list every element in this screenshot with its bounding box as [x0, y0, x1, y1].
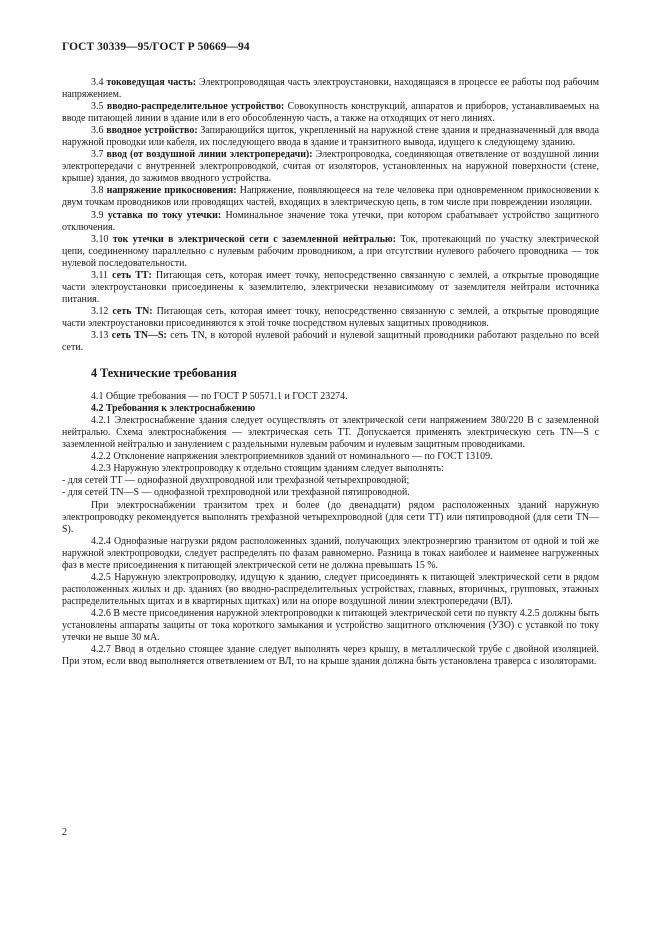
definition-number: 3.7	[91, 149, 104, 161]
definition-text: Совокупность конструкций, аппаратов и приборов, устанавливаемых на вводе питающей линии в здание или в его обособленную часть, а также на отходящих от него линиях.	[62, 101, 600, 125]
definition-number: 3.12	[91, 305, 109, 317]
paragraph-4-2-3: 4.2.3 Наружную электропроводку к отдельно стоящим зданиям следует выполнять:	[91, 463, 444, 475]
paragraph-transit: При электроснабжении транзитом трех и более (до двенадцати) рядом расположенных зданий наружную электропроводку рекомендуется выполнять трехфазной четырехпроводной (для сети ТТ) или пятипроводной (для сети TN—S).	[62, 499, 599, 535]
document-header: ГОСТ 30339—95/ГОСТ Р 50669—94	[62, 41, 250, 53]
definition-term: вводное устройство:	[106, 125, 198, 137]
definition-number: 3.5	[91, 101, 104, 113]
definition-term: ток утечки в электрической сети с заземленной нейтралью:	[112, 233, 396, 245]
definition-3-7	[62, 149, 599, 185]
definition-text: Номинальное значение тока утечки, при котором срабатывает устройство защитного отключения.	[62, 209, 599, 233]
definition-3-11	[62, 270, 599, 306]
definition-term: сеть TN:	[112, 305, 153, 317]
paragraph-4-1: 4.1 Общие требования — по ГОСТ Р 50571.1 и ГОСТ 23274.	[91, 391, 348, 403]
page-number: 2	[62, 827, 67, 838]
definitions-list	[62, 77, 599, 354]
list-item-tt: - для сетей ТТ — однофазной двухпроводной или трехфазной четырехпроводной;	[62, 475, 410, 487]
paragraph-4-2-2: 4.2.2 Отклонение напряжения электроприемников зданий от номинального — по ГОСТ 13109.	[91, 451, 493, 463]
subsection-title-4-2: 4.2 Требования к электроснабжению	[91, 403, 256, 415]
section-title: 4 Технические требования	[91, 366, 237, 381]
definition-term: напряжение прикосновения:	[106, 185, 237, 197]
definition-text: Ток, протекающий по участку электрической цепи, соединенному параллельно с нулевым рабочим проводником, а при отсутствии нулевого рабочего проводника — ток нулевой последовательности.	[62, 233, 600, 269]
definition-text: сеть TN, в которой нулевой рабочий и нулевой защитный проводники работают раздельно по всей сети.	[62, 329, 600, 354]
definition-text: Электропроводящая часть электроустановки, находящаяся в процессе ее работы под рабочим напряжением.	[62, 77, 600, 101]
definition-text: Электропроводка, соединяющая ответвление от воздушной линии электропередачи с внутренней электропроводкой, считая от изоляторов, установленных на наружной поверхности (стене, крыше) здания, до зажимов вводного устройства.	[62, 149, 599, 185]
definition-number: 3.6	[91, 125, 104, 137]
paragraph-4-2-5: 4.2.5 Наружную электропроводку, идущую к зданию, следует присоединять к питающей электрической сети в рядом расположенных жилых и др. зданиях (во вводно-распределительных устройствах, главных, вторичных, групповых, этажных распределительных щитах и в квартирных щитках) или на опоре воздушной линии электропередачи (ВЛ).	[62, 571, 599, 607]
paragraph-4-2-4: 4.2.4 Однофазные нагрузки рядом расположенных зданий, получающих электроэнергию транзитом от одной и той же наружной электропроводки, следует распределять по фазам равномерно. Разница в токах наиболее и наименее нагруженных фаз в месте присоединения к питающей электрической сети не должна превышать 15 %.	[62, 535, 599, 571]
definition-3-4	[62, 77, 599, 101]
paragraph-4-2-1: 4.2.1 Электроснабжение здания следует осуществлять от электрической сети напряжением 380/220 В с заземленной нейтралью. Схема электроснабжения — электрическая сеть ТТ. Допускается применять электрическую сеть TN—S с заземленной нейтралью и занулением с раздельными нулевым рабочим и нулевым защитным проводниками.	[62, 415, 599, 451]
definition-3-9	[62, 210, 599, 234]
definition-text: Питающая сеть, которая имеет точку, непосредственно связанную с землей, а открытые проводящие части электроустановки присоединены к заземлителю, электрически независимому от заземлителя нейтрали источника питания.	[62, 269, 600, 305]
definition-number: 3.10	[91, 233, 109, 245]
definition-3-10	[62, 234, 599, 270]
definition-term: токоведущая часть:	[106, 77, 197, 88]
paragraph-4-2-7: 4.2.7 Ввод в отдельно стоящее здание следует выполнять через крышу, в металлической трубе с двойной изоляцией. При этом, если ввод выполняется ответвлением от ВЛ, то на крыше здания должна быть установлена траверса с изоляторами.	[62, 644, 599, 668]
definition-number: 3.11	[91, 269, 109, 281]
definition-term: вводно-распределительное устройство:	[106, 101, 285, 113]
definition-3-6	[62, 125, 599, 149]
definition-term: уставка по току утечки:	[107, 209, 222, 221]
definition-term: сеть ТТ:	[112, 269, 152, 281]
definition-text: Напряжение, появляющееся на теле человека при одновременном прикосновении к двум точкам проводников или проводящих частей, входящих в электрическую цепь, в том числе при повреждении изоляции.	[62, 185, 600, 209]
paragraph-4-2-6: 4.2.6 В месте присоединения наружной электропроводки к питающей электрической сети по пункту 4.2.5 должны быть установлены аппараты защиты от тока короткого замыкания и устройство защитного отключения (УЗО) с уставкой по току утечки не выше 30 мА.	[62, 607, 599, 644]
definition-term: ввод (от воздушной линии электропередачи):	[106, 149, 313, 161]
definition-text: Питающая сеть, которая имеет точку, непосредственно связанную с землей, а открытые проводящие части электроустановки присоединяются к этой точке посредством нулевых защитных проводников.	[62, 305, 600, 329]
definition-term: сеть TN—S:	[111, 329, 167, 341]
page-content	[62, 77, 599, 668]
definition-3-5	[62, 101, 599, 125]
list-item-tn-s: - для сетей TN—S — однофазной трехпроводной или трехфазной пятипроводной.	[62, 487, 410, 499]
definition-3-8	[62, 185, 599, 209]
definition-number: 3.13	[91, 329, 109, 341]
definition-number: 3.4	[91, 77, 104, 88]
definition-number: 3.8	[91, 185, 104, 197]
definition-text: Запирающийся щиток, укрепленный на наружной стене здания и предназначенный для ввода наружной проводки или кабеля, их последующего ввода в здание и транзитного вывода, идущего к следующему зданию.	[62, 125, 600, 149]
definition-3-13	[62, 330, 599, 354]
definition-number: 3.9	[91, 209, 104, 221]
definition-3-12	[62, 306, 599, 330]
